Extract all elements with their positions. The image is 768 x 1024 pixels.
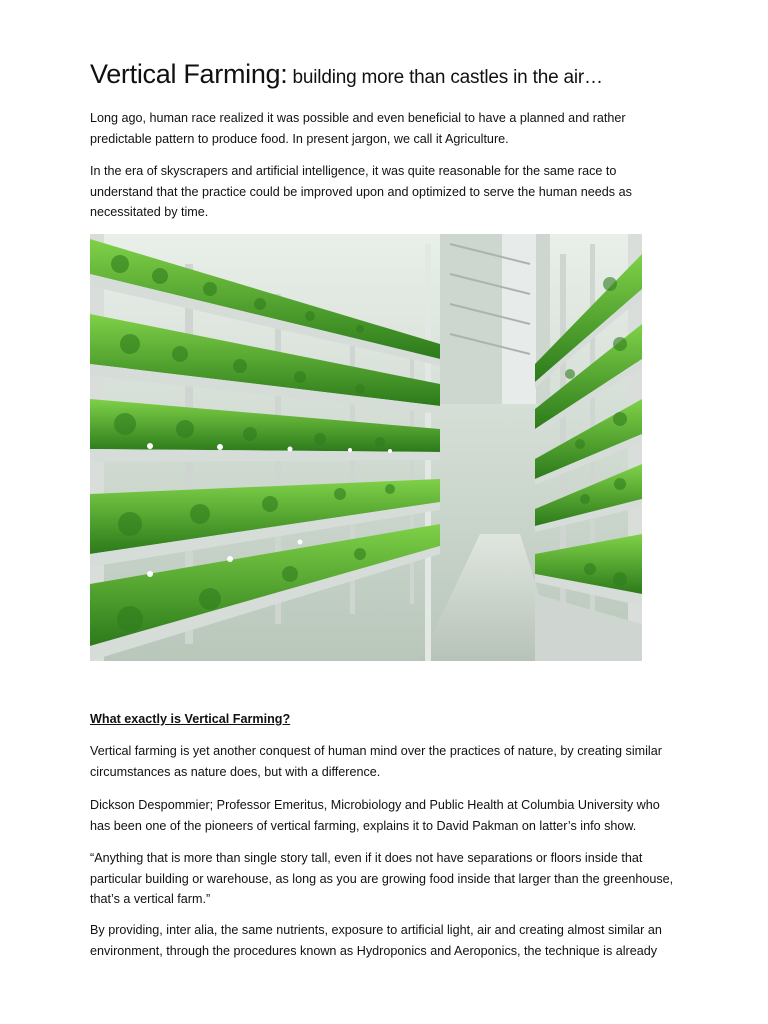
intro-paragraph-2: In the era of skyscrapers and artificial intelligence, it was quite reasonable for the same race to understand that the practice could be improved upon and optimized to serve the human needs as necessitated by time. — [90, 164, 632, 219]
body-paragraph-3: “Anything that is more than single story tall, even if it does not have separations or floors inside that particular building or warehouse, as long as you are growing food inside that larger than the greenhouse, that’s a vertical farm.” — [90, 851, 674, 906]
document-title — [90, 54, 710, 91]
section-heading: What exactly is Vertical Farming? — [90, 712, 291, 726]
body-paragraph-4: By providing, inter alia, the same nutrients, exposure to artificial light, air and creating almost similar an environment, through the procedures known as Hydroponics and Aeroponics, the technique is already — [90, 923, 662, 958]
body-paragraph-2: Dickson Despommier; Professor Emeritus, Microbiology and Public Health at Columbia University who has been one of the pioneers of vertical farming, explains it to David Pakman on latter’s info show. — [90, 798, 660, 833]
body-paragraph-1: Vertical farming is yet another conquest of human mind over the practices of nature, by creating similar circumstances as nature does, but with a difference. — [90, 744, 662, 779]
vertical-farm-photo — [90, 234, 642, 661]
title-subtitle: building more than castles in the air… — [287, 67, 603, 88]
title-main: Vertical Farming: — [90, 59, 288, 89]
intro-paragraph-1: Long ago, human race realized it was possible and even beneficial to have a planned and rather predictable pattern to produce food. In present jargon, we call it Agriculture. — [90, 111, 626, 146]
